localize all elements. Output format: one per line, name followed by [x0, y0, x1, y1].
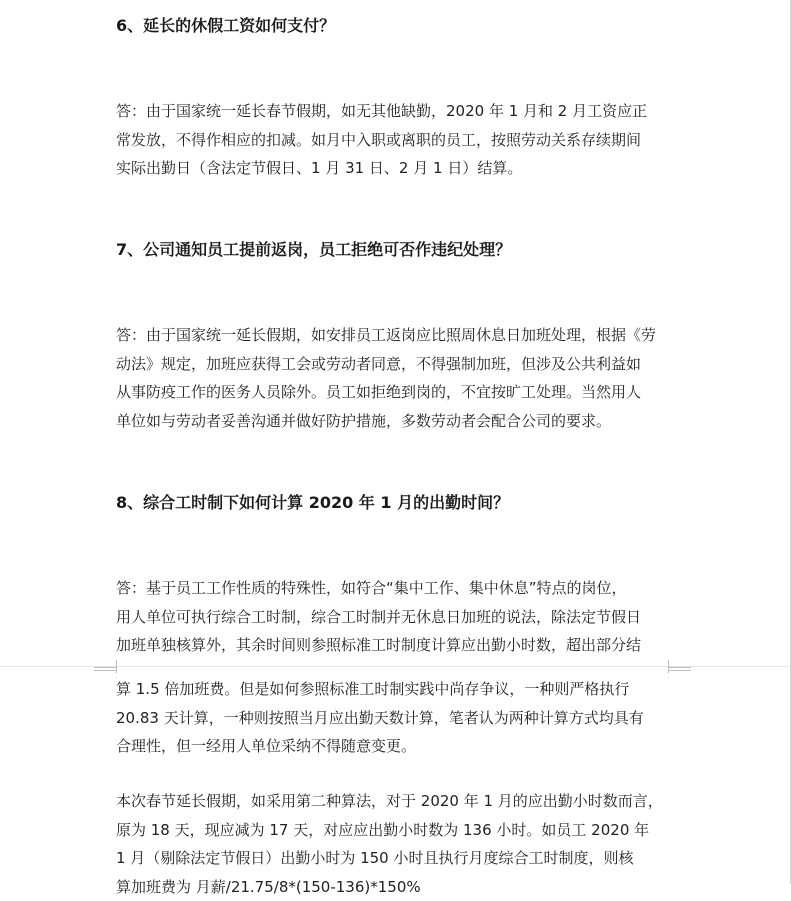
text-line: 1 月（剔除法定节假日）出勤小时为 150 小时且执行月度综合工时制度，则核 — [116, 844, 676, 873]
text-line: 加班单独核算外，其余时间则参照标准工时制度计算应出勤小时数，超出部分结 — [116, 631, 676, 660]
section-8-answer-continued — [116, 675, 676, 761]
section-6-heading: 6、延长的休假工资如何支付？ — [116, 14, 335, 38]
text-line: 原为 18 天，现应减为 17 天，对应应出勤小时数为 136 小时。如员工 2020 年 — [116, 816, 676, 845]
text-line: 动法》规定，加班应获得工会或劳动者同意，不得强制加班，但涉及公共利益如 — [116, 350, 676, 379]
text-line: 答：由于国家统一延长春节假期，如无其他缺勤，2020 年 1 月和 2 月工资应正 — [116, 97, 676, 126]
text-line: 常发放，不得作相应的扣减。如月中入职或离职的员工，按照劳动关系存续期间 — [116, 126, 676, 155]
text-line: 用人单位可执行综合工时制，综合工时制并无休息日加班的说法，除法定节假日 — [116, 603, 676, 632]
section-7-answer — [116, 321, 676, 435]
text-line: 答：基于员工工作性质的特殊性，如符合“集中工作、集中休息”特点的岗位， — [116, 574, 676, 603]
section-8-heading: 8、综合工时制下如何计算 2020 年 1 月的出勤时间？ — [116, 491, 509, 515]
section-8-calculation — [116, 787, 676, 901]
text-line: 算 1.5 倍加班费。但是如何参照标准工时制实践中尚存争议，一种则严格执行 — [116, 675, 676, 704]
section-8-answer — [116, 574, 676, 660]
page-corner-mark — [94, 667, 117, 673]
text-line: 实际出勤日（含法定节假日、1 月 31 日、2 月 1 日）结算。 — [116, 154, 676, 183]
text-line: 单位如与劳动者妥善沟通并做好防护措施，多数劳动者会配合公司的要求。 — [116, 407, 676, 436]
text-line: 本次春节延长假期，如采用第二种算法，对于 2020 年 1 月的应出勤小时数而言， — [116, 787, 676, 816]
text-line: 答：由于国家统一延长假期，如安排员工返岗应比照周休息日加班处理，根据《劳 — [116, 321, 676, 350]
text-line: 合理性，但一经用人单位采纳不得随意变更。 — [116, 732, 676, 761]
section-6-answer — [116, 97, 676, 183]
text-line: 算加班费为 月薪/21.75/8*(150-136)*150% — [116, 873, 676, 901]
page-break — [0, 660, 791, 674]
text-line: 从事防疫工作的医务人员除外。员工如拒绝到岗的，不宜按旷工处理。当然用人 — [116, 378, 676, 407]
section-7-heading: 7、公司通知员工提前返岗，员工拒绝可否作违纪处理？ — [116, 238, 511, 262]
page-corner-mark — [668, 667, 691, 673]
text-line: 20.83 天计算，一种则按照当月应出勤天数计算，笔者认为两种计算方式均具有 — [116, 704, 676, 733]
